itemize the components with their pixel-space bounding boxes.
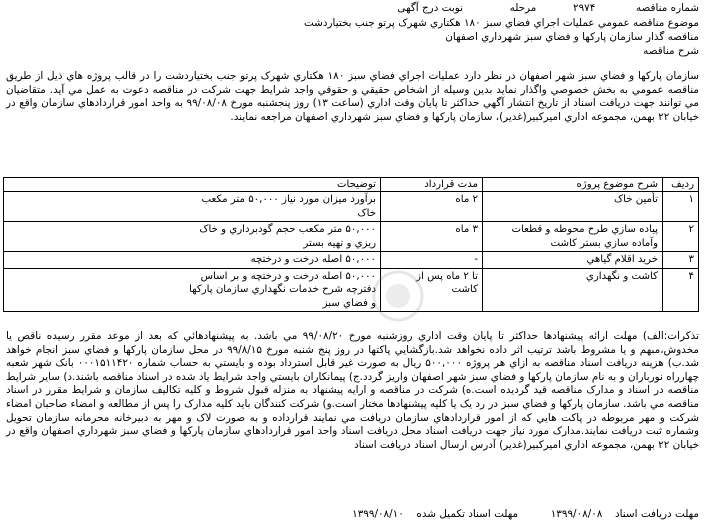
watermark-logo <box>358 268 438 324</box>
cell-notes: ۵۰,۰۰۰ متر مکعب حجم گودبرداري و خاک ريزي و تهيه بستر <box>4 222 381 252</box>
description-paragraph: سازمان پارکها و فضاي سبز شهر اصفهان در نظر دارد عمليات اجراي فضاي سبز ۱۸۰ هکتاري شهرک پرتو جنب بختياردشت را در قالب پروژه هاي ذيل از طريق مناقصه عمومي به بخش خصوصي واگذار نمايد بدين وسيله از اشخاص حقيقي و حقوقي واجد شرايط جهت شرکت در مناقصه دعوت به عمل مي آيد. متقاضيان مي توانند جهت دريافت اسناد از تاريخ انتشار آگهي حداکثر تا پايان وقت اداري (ساعت ۱۳) روز پنجشنبه مورخ ۹۹/۰۸/۰۸ به واحد امور قراردادهاي سازمان واقع در خيابان ۲۲ بهمن، مجموعه اداري اميرکبير(غدير)، سازمان پارکها و فضاي سبز شهرداري اصفهان مراجعه نمايند. <box>6 70 699 123</box>
notes-paragraph: تذکرات:الف) مهلت ارائه پيشنهادها حداکثر تا پايان وقت اداري روزشنبه مورخ ۹۹/۰۸/۲۰ مي باشد. به پيشنهادهائي که بعد از موعد مقرر رسيده ناقص يا مخدوش،مبهم و يا مشروط باشد ترتيب اثر داده نخواهد شد.بازگشايي پاکتها در روز پنج شنبه مورخ ۹۹/۸/۱۵ در محل سازمان پارکها و فضاي سبز انجام خواهد شد.ب) هزينه دريافت اسناد مناقصه به ازاي هر پروژه ۵۰۰,۰۰۰ ريال به صورت غير قابل استرداد بوده و بايستي به حساب شماره ۰۰۰۱۵۱۱۴۲۰ بانک شهر شعبه چهارراه نورباران و به نام سازمان پارکها و فضاي سبز شهر اصفهان واريز گردد.ج) پيمانکاران بايستي واجد شرايط ياد شده در اسناد مناقصه باشند.د) ساير شرايط مناقصه در اسناد و مدارک مناقصه قيد گرديده است.ه) شرکت در مناقصه و ارايه پيشنهاد به منزله قبول شروط و کليه تکاليف سازمان و شرايط مقرر در اسناد مناقصه مي باشد. سازمان پارکها و فضاي سبز در رد يک يا کليه پيشنهادها مختار است.و) شرکت کنندگان بايد کليه مدارک را پس از مطالعه و امضاء صاحبان امضاء شرکت و مهر مربوطه در پاکت هايي که از امور قراردادهاي سازمان دريافت مي نمايند قرارداده و به صورت لاک و مهر به دبيرخانه محرمانه سازمان تحويل وشماره ثبت دريافت نمايند.مدارک مورد نياز جهت دريافت اسناد محل دريافت اسناد واحد امور قراردادهاي سازمان پارکها و فضاي سبز شهرداري اصفهان واقع در خيابان ۲۲ بهمن، مجموعه اداري اميرکبير(غدير) آدرس ارسال اسناد دريافت اسناد <box>6 330 699 451</box>
cell-duration: ۳ ماه <box>381 222 483 252</box>
col-header-project: شرح موضوع پروژه <box>483 178 663 192</box>
col-header-row-number: رديف <box>663 178 699 192</box>
header-row <box>397 2 699 16</box>
cell-row-number: ۴ <box>663 268 699 311</box>
deadlines-line <box>8 508 699 522</box>
cell-row-number: ۳ <box>663 252 699 268</box>
cell-duration: تا ۲ ماه پس از کاشت <box>381 268 483 311</box>
cell-notes: ۵۰,۰۰۰ اصله درخت و درختچه <box>4 252 381 268</box>
table-row <box>4 268 699 311</box>
subject-line: موضوع مناقصه عمومي عمليات اجراي فضاي سبز ۱۸۰ هکتاري شهرک پرتو جنب بختياردشت <box>303 17 699 29</box>
complete-deadline-label: مهلت اسناد تکميل شده <box>416 508 519 520</box>
cell-row-number: ۱ <box>663 192 699 222</box>
cell-project: پياده سازي طرح محوطه و قطعات وآماده سازي بستر کاشت <box>483 222 663 252</box>
table-row <box>4 222 699 252</box>
complete-deadline: ۱۳۹۹/۰۸/۱۰ <box>352 508 404 520</box>
cell-duration: - <box>381 252 483 268</box>
publish-round-label: نوبت درج آگهی <box>397 2 463 14</box>
table-row <box>4 252 699 268</box>
cell-duration: ۲ ماه <box>381 192 483 222</box>
stage-label: مرحله <box>509 2 537 14</box>
tender-number-label: شماره مناقصه <box>635 2 699 14</box>
cell-notes: برآورد ميزان مورد نياز ۵۰,۰۰۰ متر مکعب خاک <box>4 192 381 222</box>
projects-table <box>3 177 699 312</box>
cell-project: تأمين خاک <box>483 192 663 222</box>
table-header-row <box>4 178 699 192</box>
receive-deadline: ۱۳۹۹/۰۸/۰۸ <box>550 508 603 520</box>
cell-project: خريد اقلام گياهي <box>483 252 663 268</box>
description-label: شرح مناقصه <box>643 45 699 57</box>
table-row <box>4 192 699 222</box>
col-header-duration: مدت قرارداد <box>381 178 483 192</box>
cell-row-number: ۲ <box>663 222 699 252</box>
col-header-notes: توضيحات <box>4 178 381 192</box>
cell-project: کاشت و نگهداري <box>483 268 663 311</box>
receive-deadline-label: مهلت دريافت اسناد <box>615 508 699 520</box>
organizer-line: مناقصه گذار سازمان پارکها و فضاي سبز شهرداري اصفهان <box>445 31 699 43</box>
tender-number: ۲۹۷۴ <box>572 2 596 14</box>
cell-notes: ۵۰,۰۰۰ اصله درخت و درختچه و بر اساس دفترچه شرح خدمات نگهداري سازمان پارکها و فضاي سبز <box>4 268 381 311</box>
